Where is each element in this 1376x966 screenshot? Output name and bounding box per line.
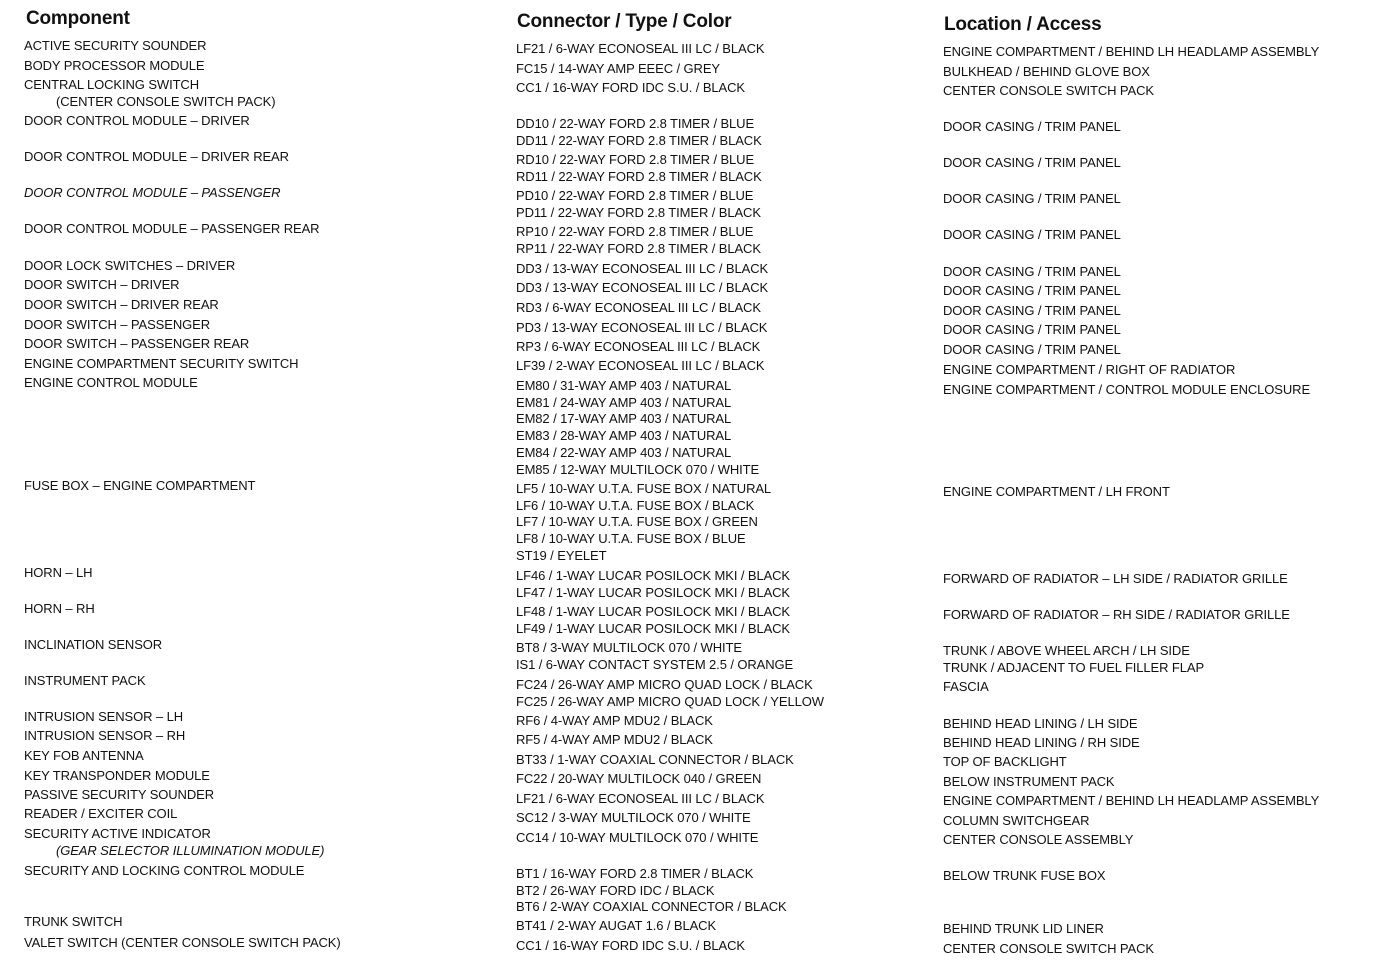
connector-cell: EM83 / 28-WAY AMP 403 / NATURAL <box>516 428 732 444</box>
connector-cell: EM85 / 12-WAY MULTILOCK 070 / WHITE <box>516 461 760 477</box>
location-cell: DOOR CASING / TRIM PANEL <box>943 191 1121 206</box>
location-cell: ENGINE COMPARTMENT / RIGHT OF RADIATOR <box>943 362 1236 377</box>
connector-cell: FC15 / 14-WAY AMP EEEC / GREY <box>516 61 720 76</box>
connector-cell: CC1 / 16-WAY FORD IDC S.U. / BLACK <box>516 938 745 953</box>
location-cell: BEHIND HEAD LINING / LH SIDE <box>943 716 1138 731</box>
connector-cell: EM84 / 22-WAY AMP 403 / NATURAL <box>516 444 732 460</box>
connector-cell: CC1 / 16-WAY FORD IDC S.U. / BLACK <box>516 80 745 95</box>
component-cell: DOOR SWITCH – PASSENGER <box>24 317 210 332</box>
connector-cell: LF7 / 10-WAY U.T.A. FUSE BOX / GREEN <box>516 514 758 530</box>
connector-cell: RF6 / 4-WAY AMP MDU2 / BLACK <box>516 713 713 728</box>
location-cell: DOOR CASING / TRIM PANEL <box>943 155 1121 170</box>
connector-cell: EM81 / 24-WAY AMP 403 / NATURAL <box>516 394 732 410</box>
component-cell: DOOR SWITCH – PASSENGER REAR <box>24 336 250 351</box>
connector-cell: CC14 / 10-WAY MULTILOCK 070 / WHITE <box>516 830 759 845</box>
connector-cell: LF21 / 6-WAY ECONOSEAL III LC / BLACK <box>516 791 765 806</box>
connector-cell: LF8 / 10-WAY U.T.A. FUSE BOX / BLUE <box>516 531 746 547</box>
connector-cell: DD11 / 22-WAY FORD 2.8 TIMER / BLACK <box>516 132 762 148</box>
component-cell: (CENTER CONSOLE SWITCH PACK) <box>56 93 276 109</box>
location-cell: CENTER CONSOLE ASSEMBLY <box>943 832 1134 847</box>
connector-cell: EM82 / 17-WAY AMP 403 / NATURAL <box>516 411 732 427</box>
connector-cell: EM80 / 31-WAY AMP 403 / NATURAL <box>516 378 732 393</box>
connector-cell: LF39 / 2-WAY ECONOSEAL III LC / BLACK <box>516 358 765 373</box>
connector-cell: RD11 / 22-WAY FORD 2.8 TIMER / BLACK <box>516 168 762 184</box>
connector-cell: PD10 / 22-WAY FORD 2.8 TIMER / BLUE <box>516 188 754 203</box>
location-cell: ENGINE COMPARTMENT / CONTROL MODULE ENCLOSURE <box>943 382 1311 397</box>
location-cell: DOOR CASING / TRIM PANEL <box>943 283 1121 298</box>
connector-cell: IS1 / 6-WAY CONTACT SYSTEM 2.5 / ORANGE <box>516 656 794 672</box>
connector-cell: DD10 / 22-WAY FORD 2.8 TIMER / BLUE <box>516 116 755 131</box>
location-cell: CENTER CONSOLE SWITCH PACK <box>943 83 1154 98</box>
location-cell: DOOR CASING / TRIM PANEL <box>943 227 1121 242</box>
component-cell: HORN – RH <box>24 601 95 616</box>
location-cell: TRUNK / ABOVE WHEEL ARCH / LH SIDE <box>943 643 1190 658</box>
header-location: Location / Access <box>944 14 1102 35</box>
component-cell: DOOR SWITCH – DRIVER <box>24 277 180 292</box>
connector-cell: RF5 / 4-WAY AMP MDU2 / BLACK <box>516 732 713 747</box>
connector-cell: ST19 / EYELET <box>516 547 607 563</box>
connector-cell: LF6 / 10-WAY U.T.A. FUSE BOX / BLACK <box>516 497 755 513</box>
location-cell: BULKHEAD / BEHIND GLOVE BOX <box>943 64 1150 79</box>
location-cell: TRUNK / ADJACENT TO FUEL FILLER FLAP <box>943 659 1205 675</box>
location-cell: DOOR CASING / TRIM PANEL <box>943 342 1121 357</box>
location-cell: TOP OF BACKLIGHT <box>943 754 1067 769</box>
component-cell: INTRUSION SENSOR – RH <box>24 728 186 743</box>
component-cell: SECURITY AND LOCKING CONTROL MODULE <box>24 863 305 878</box>
location-cell: COLUMN SWITCHGEAR <box>943 813 1090 828</box>
connector-cell: BT6 / 2-WAY COAXIAL CONNECTOR / BLACK <box>516 899 787 915</box>
location-cell: ENGINE COMPARTMENT / BEHIND LH HEADLAMP ASSEMBLY <box>943 44 1320 59</box>
connector-cell: LF46 / 1-WAY LUCAR POSILOCK MKI / BLACK <box>516 568 791 583</box>
component-cell: SECURITY ACTIVE INDICATOR <box>24 826 211 841</box>
connector-cell: FC22 / 20-WAY MULTILOCK 040 / GREEN <box>516 771 762 786</box>
connector-cell: LF21 / 6-WAY ECONOSEAL III LC / BLACK <box>516 41 765 56</box>
connector-cell: BT33 / 1-WAY COAXIAL CONNECTOR / BLACK <box>516 752 794 767</box>
location-cell: BELOW TRUNK FUSE BOX <box>943 868 1106 883</box>
component-cell: DOOR SWITCH – DRIVER REAR <box>24 297 219 312</box>
connector-cell: BT8 / 3-WAY MULTILOCK 070 / WHITE <box>516 640 742 655</box>
component-cell: (GEAR SELECTOR ILLUMINATION MODULE) <box>56 842 325 858</box>
component-cell: ENGINE COMPARTMENT SECURITY SWITCH <box>24 356 299 371</box>
location-cell: FASCIA <box>943 679 989 694</box>
component-cell: INCLINATION SENSOR <box>24 637 163 652</box>
component-cell: DOOR CONTROL MODULE – DRIVER <box>24 113 250 128</box>
connector-cell: RD10 / 22-WAY FORD 2.8 TIMER / BLUE <box>516 152 755 167</box>
location-cell: BEHIND HEAD LINING / RH SIDE <box>943 735 1140 750</box>
component-cell: READER / EXCITER COIL <box>24 806 178 821</box>
connector-cell: LF5 / 10-WAY U.T.A. FUSE BOX / NATURAL <box>516 481 772 496</box>
component-cell: CENTRAL LOCKING SWITCH <box>24 77 200 92</box>
component-cell: DOOR LOCK SWITCHES – DRIVER <box>24 258 236 273</box>
component-cell: INTRUSION SENSOR – LH <box>24 709 183 724</box>
connector-cell: RP10 / 22-WAY FORD 2.8 TIMER / BLUE <box>516 224 754 239</box>
connector-cell: BT2 / 26-WAY FORD IDC / BLACK <box>516 882 715 898</box>
component-cell: KEY TRANSPONDER MODULE <box>24 768 210 783</box>
connector-cell: LF49 / 1-WAY LUCAR POSILOCK MKI / BLACK <box>516 620 791 636</box>
connector-cell: DD3 / 13-WAY ECONOSEAL III LC / BLACK <box>516 280 769 295</box>
location-cell: CENTER CONSOLE SWITCH PACK <box>943 941 1154 956</box>
location-cell: BELOW INSTRUMENT PACK <box>943 774 1115 789</box>
connector-cell: RD3 / 6-WAY ECONOSEAL III LC / BLACK <box>516 300 761 315</box>
component-cell: DOOR CONTROL MODULE – PASSENGER REAR <box>24 221 320 236</box>
location-cell: FORWARD OF RADIATOR – RH SIDE / RADIATOR GRILLE <box>943 607 1290 622</box>
connector-cell: PD3 / 13-WAY ECONOSEAL III LC / BLACK <box>516 320 768 335</box>
connector-cell: LF47 / 1-WAY LUCAR POSILOCK MKI / BLACK <box>516 584 791 600</box>
component-cell: DOOR CONTROL MODULE – DRIVER REAR <box>24 149 289 164</box>
connector-cell: LF48 / 1-WAY LUCAR POSILOCK MKI / BLACK <box>516 604 791 619</box>
connector-cell: RP3 / 6-WAY ECONOSEAL III LC / BLACK <box>516 339 761 354</box>
connector-cell: PD11 / 22-WAY FORD 2.8 TIMER / BLACK <box>516 204 761 220</box>
component-cell: ENGINE CONTROL MODULE <box>24 375 198 390</box>
location-cell: DOOR CASING / TRIM PANEL <box>943 322 1121 337</box>
header-component: Component <box>26 8 130 29</box>
connector-cell: FC24 / 26-WAY AMP MICRO QUAD LOCK / BLACK <box>516 677 813 692</box>
location-cell: ENGINE COMPARTMENT / LH FRONT <box>943 484 1170 499</box>
connector-cell: DD3 / 13-WAY ECONOSEAL III LC / BLACK <box>516 261 769 276</box>
location-cell: FORWARD OF RADIATOR – LH SIDE / RADIATOR GRILLE <box>943 571 1288 586</box>
component-cell: TRUNK SWITCH <box>24 914 123 929</box>
location-cell: ENGINE COMPARTMENT / BEHIND LH HEADLAMP ASSEMBLY <box>943 793 1320 808</box>
location-cell: DOOR CASING / TRIM PANEL <box>943 119 1121 134</box>
component-cell: HORN – LH <box>24 565 93 580</box>
component-cell: BODY PROCESSOR MODULE <box>24 58 205 73</box>
location-cell: DOOR CASING / TRIM PANEL <box>943 264 1121 279</box>
connector-cell: FC25 / 26-WAY AMP MICRO QUAD LOCK / YELLOW <box>516 693 824 709</box>
connector-cell: SC12 / 3-WAY MULTILOCK 070 / WHITE <box>516 810 751 825</box>
connector-cell: BT1 / 16-WAY FORD 2.8 TIMER / BLACK <box>516 866 754 881</box>
component-cell: KEY FOB ANTENNA <box>24 748 144 763</box>
connector-cell: BT41 / 2-WAY AUGAT 1.6 / BLACK <box>516 918 717 933</box>
header-connector: Connector / Type / Color <box>517 11 732 32</box>
component-cell: INSTRUMENT PACK <box>24 673 146 688</box>
component-cell: FUSE BOX – ENGINE COMPARTMENT <box>24 478 256 493</box>
component-cell: ACTIVE SECURITY SOUNDER <box>24 38 207 53</box>
connector-cell: RP11 / 22-WAY FORD 2.8 TIMER / BLACK <box>516 240 761 256</box>
component-cell: DOOR CONTROL MODULE – PASSENGER <box>24 185 281 200</box>
location-cell: BEHIND TRUNK LID LINER <box>943 921 1104 936</box>
location-cell: DOOR CASING / TRIM PANEL <box>943 303 1121 318</box>
component-cell: VALET SWITCH (CENTER CONSOLE SWITCH PACK) <box>24 935 341 950</box>
component-cell: PASSIVE SECURITY SOUNDER <box>24 787 214 802</box>
